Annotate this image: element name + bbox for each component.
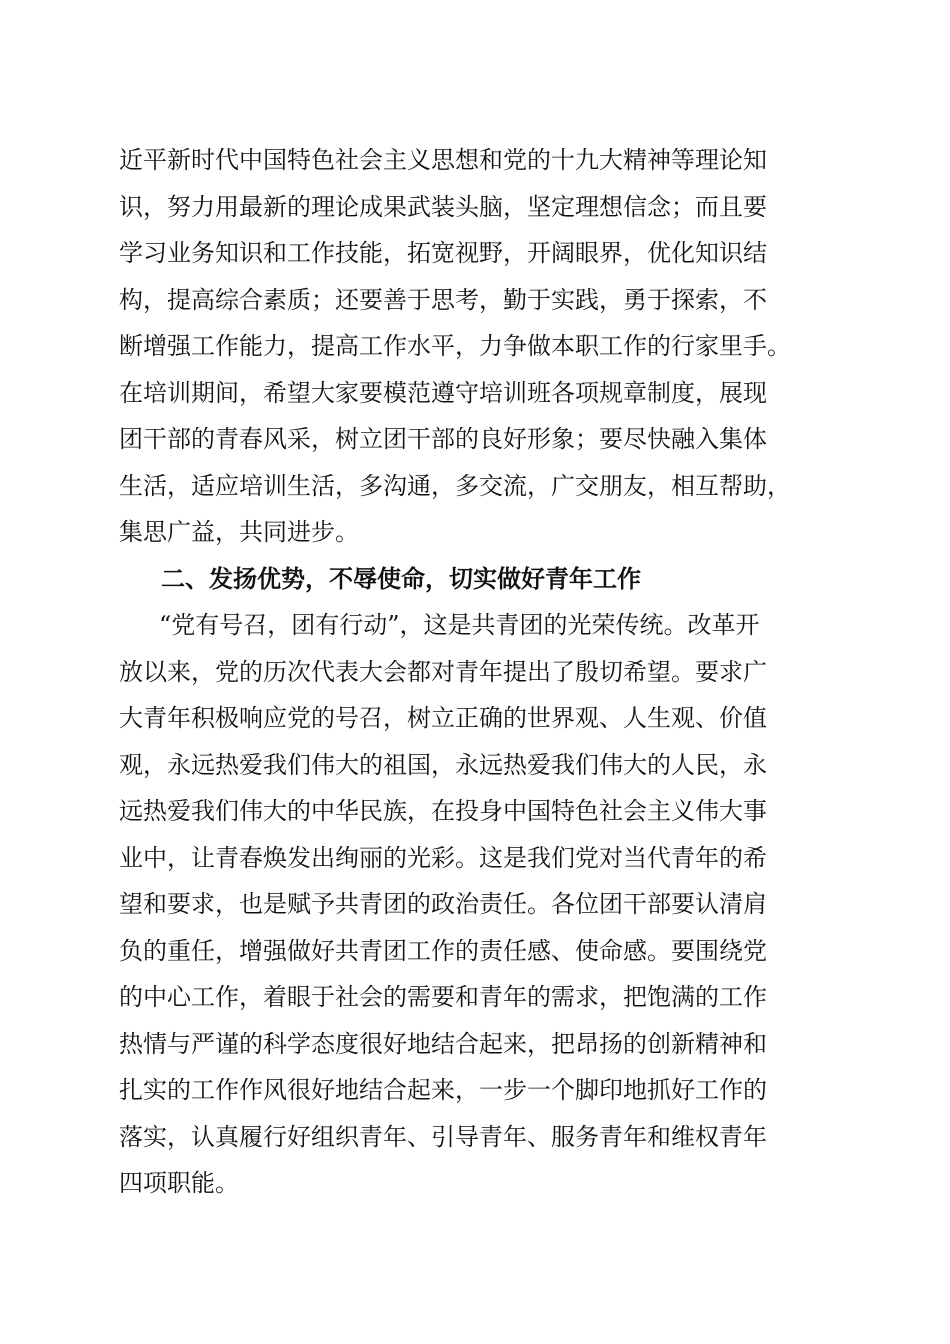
text-line: 断增强工作能力，提高工作水平，力争做本职工作的行家里手。	[119, 332, 791, 360]
text-line: 大青年积极响应党的号召，树立正确的世界观、人生观、价值	[119, 704, 767, 732]
text-line: 识，努力用最新的理论成果武装头脑，坚定理想信念；而且要	[119, 192, 767, 221]
text-line: 放以来，党的历次代表大会都对青年提出了殷切希望。要求广	[119, 657, 767, 686]
text-line: 四项职能。	[119, 1169, 239, 1197]
section-heading: 二、发扬优势，不辱使命，切实做好青年工作	[161, 564, 641, 593]
text-line: 学习业务知识和工作技能，拓宽视野，开阔眼界，优化知识结	[119, 239, 767, 267]
text-line: 观，永远热爱我们伟大的祖国，永远热爱我们伟大的人民，永	[119, 750, 767, 779]
text-line: 热情与严谨的科学态度很好地结合起来，把昂扬的创新精神和	[119, 1029, 767, 1058]
paragraph-first-line: “党有号召，团有行动”，这是共青团的光荣传统。改革开	[159, 611, 760, 639]
text-line: 在培训期间，希望大家要模范遵守培训班各项规章制度，展现	[119, 378, 767, 407]
text-line: 生活，适应培训生活，多沟通，多交流，广交朋友，相互帮助，	[119, 471, 791, 500]
text-line: 扎实的工作作风很好地结合起来，一步一个脚印地抓好工作的	[119, 1076, 767, 1104]
text-line: 望和要求，也是赋予共青团的政治责任。各位团干部要认清肩	[119, 890, 767, 918]
text-line: 的中心工作，着眼于社会的需要和青年的需求，把饱满的工作	[119, 983, 767, 1011]
document-body	[119, 137, 839, 1207]
text-line: 业中，让青春焕发出绚丽的光彩。这是我们党对当代青年的希	[119, 843, 767, 872]
text-line: 负的重任，增强做好共青团工作的责任感、使命感。要围绕党	[119, 936, 767, 965]
text-line: 团干部的青春风采，树立团干部的良好形象；要尽快融入集体	[119, 425, 767, 453]
text-line: 落实，认真履行好组织青年、引导青年、服务青年和维权青年	[119, 1122, 767, 1151]
text-line: 近平新时代中国特色社会主义思想和党的十九大精神等理论知	[119, 146, 767, 174]
text-line: 远热爱我们伟大的中华民族，在投身中国特色社会主义伟大事	[119, 797, 767, 825]
text-line: 集思广益，共同进步。	[119, 518, 359, 546]
text-line: 构，提高综合素质；还要善于思考，勤于实践，勇于探索，不	[119, 285, 767, 314]
